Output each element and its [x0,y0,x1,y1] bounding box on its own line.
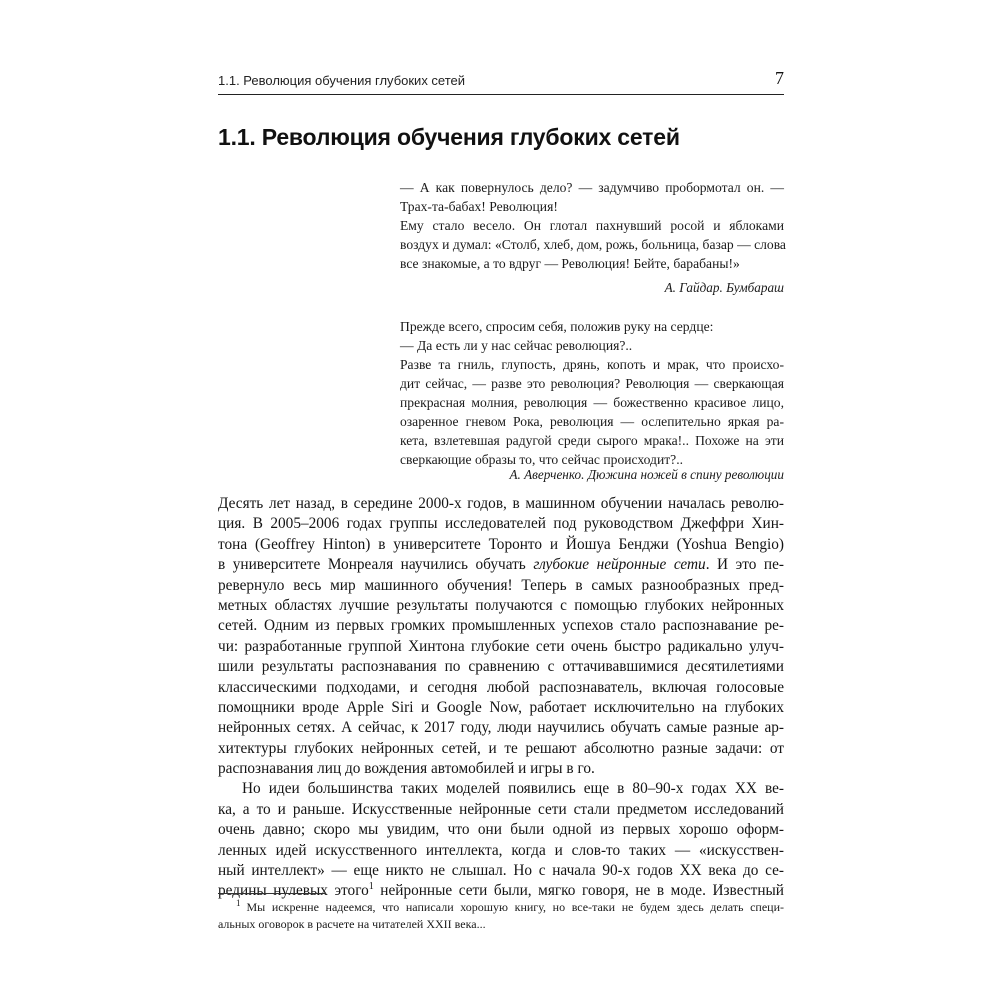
epigraph-attribution-averchenko: А. Аверченко. Дюжина ножей в спину революции [509,467,784,482]
epigraph-line: сверкающие образы то, что сейчас происходит?.. [400,452,684,467]
body-line: Десять лет назад, в середине 2000-х годов, в машинном обучении началась револю- [218,495,784,512]
epigraph-line: прекрасная молния, революция — божественно красивое лицо, [400,395,784,410]
epigraph-line: дит сейчас, — разве это революция? Революция — сверкающая [400,376,784,391]
body-line: тона (Geoffrey Hinton) в университете Торонто и Йошуа Бенджи (Yoshua Bengio) [218,535,784,553]
body-line: метных областях лучшие результаты получаются с помощью глубоких нейронных [218,596,784,614]
body-text [218,494,784,902]
epigraph-averchenko [400,317,784,469]
footnote [218,899,784,933]
epigraph-gaidar [400,178,784,273]
epigraph-line: воздух и думал: «Столб, хлеб, дом, рожь, больница, базар — слова [400,237,786,252]
epigraph-line: Ему стало весело. Он глотал пахнувший росой и яблоками [400,218,784,233]
page-number: 7 [775,68,784,88]
body-line: хитектуры глубоких нейронных сетей, и те решают абсолютно разные задачи: от [218,739,784,757]
body-line: Но идеи большинства таких моделей появились еще в 80–90-х годах XX ве- [242,780,784,798]
emphasis-deep-networks: глубокие нейронные сети [533,556,706,574]
body-line: ревернуло весь мир машинного обучения! Теперь в самых разнообразных пред- [218,576,784,594]
body-line: ленных идей искусственного интеллекта, когда и слов-то таких — «искусствен- [218,841,784,859]
body-line: очень давно; скоро мы увидим, что они были одной из первых хорошо оформ- [218,821,784,839]
footnote-line [218,899,784,916]
epigraph-line: — Да есть ли у нас сейчас революция?.. [400,338,633,353]
body-line: ка, а то и раньше. Искусственные нейронные сети стали предметом исследований [218,800,784,818]
body-line: классическими подходами, и сегодня любой распознаватель, включая голосовые [218,678,784,696]
epigraph-attribution-gaidar: А. Гайдар. Бумбараш [664,280,784,295]
body-line: шили результаты распознавания по сравнению с оттачивавшимися десятилетиями [218,658,784,676]
body-line: сетей. Одним из первых громких промышленных успехов стало распознавание ре- [218,617,784,635]
body-line [218,555,784,575]
footnote-mark: 1 [236,898,241,908]
epigraph-line: Прежде всего, спросим себя, положив руку на сердце: [400,319,714,334]
footnote-line: альных оговорок в расчете на читателей XXII века... [218,917,486,931]
body-text-run: нейронные сети были, мягко говоря, не в моде. Известный [373,882,784,900]
epigraph-line: озаренное гневом Рока, революция — ослепительно яркая ра- [400,414,784,429]
body-text-run: редины нулевых этого [218,882,369,900]
footnote-divider [218,893,326,894]
body-line: ный интеллект» — еще никто не слышал. Но с начала 90-х годов XX века до се- [218,862,784,880]
running-header [218,70,784,95]
footnote-reference: 1 [368,881,374,893]
body-line: ция. В 2005–2006 годах группы исследователей под руководством Джеффри Хин- [218,515,784,533]
body-line: нейронных сетях. А сейчас, к 2017 году, люди научились обучать самые разные ар- [218,719,784,737]
footnote-text: Мы искренне надеемся, что написали хорошую книгу, но все-таки не будем здесь делать специ- [246,900,784,914]
body-line: помощники вроде Apple Siri и Google Now, работает исключительно на глубоких [218,698,784,716]
body-text-run: . И это пе- [705,556,784,574]
epigraph-line: Разве та гниль, глупость, дрянь, копоть и мрак, что происхо- [400,357,784,372]
body-line: чи: разработанные группой Хинтона глубокие сети очень быстро радикально улуч- [218,637,784,655]
body-line: распознавания лиц до вождения автомобилей и игры в го. [218,760,595,778]
epigraph-line: Трах-та-бабах! Революция! [400,199,558,214]
running-header-title: 1.1. Революция обучения глубоких сетей [218,73,466,88]
body-text-run: в университете Монреаля научились обучать [218,556,534,574]
section-title: 1.1. Революция обучения глубоких сетей [218,124,680,150]
epigraph-line: все знакомые, а то вдруг — Революция! Бейте, барабаны!» [400,256,740,271]
epigraph-line: — А как повернулось дело? — задумчиво пробормотал он. — [400,180,784,195]
epigraph-line: кета, взлетевшая радугой среди сырого мрака!.. Похоже на эти [400,433,784,448]
